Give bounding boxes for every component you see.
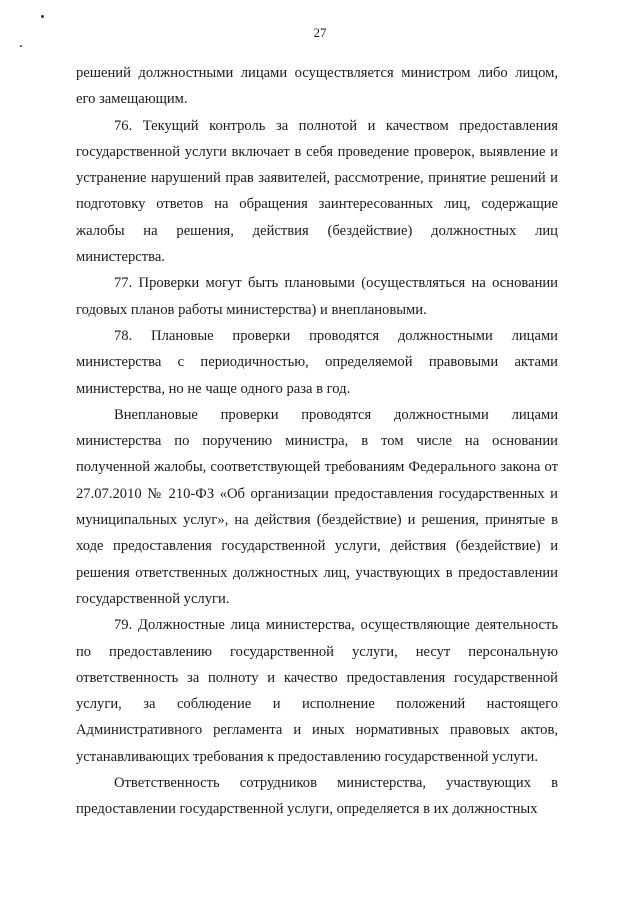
paragraph-79: 79. Должностные лица министерства, осуществляющие деятельность по предоставлению государственной услуги, несут персональную ответственность за полноту и качество предоставления государственной услуги, за соблюдение и исполнение положений настоящего Административного регламента и иных нормативных правовых актов, устанавливающих требования к предоставлению государственной услуги. bbox=[76, 617, 558, 765]
paragraph-continuation: решений должностными лицами осуществляется министром либо лицом, его замещающим. bbox=[76, 65, 558, 108]
paragraph-responsibility: Ответственность сотрудников министерства, участвующих в предоставлении государственной услуги, определяется в их должностных bbox=[76, 775, 558, 818]
paragraph-76: 76. Текущий контроль за полнотой и качеством предоставления государственной услуги включает в себя проведение проверок, выявление и устранение нарушений прав заявителей, рассмотрение, принятие решений и подготовку ответов на обращения заинтересованных лиц, содержащие жалобы на решения, действия (бездействие) должностных лиц министерства. bbox=[76, 117, 558, 266]
paragraph-78: 78. Плановые проверки проводятся должностными лицами министерства с периодичностью, определяемой правовыми актами министерства, но не чаще одного раза в год. bbox=[76, 327, 558, 397]
document-body bbox=[76, 60, 558, 823]
page-number: 27 bbox=[313, 25, 327, 40]
paragraph-77: 77. Проверки могут быть плановыми (осуществляться на основании годовых планов работы министерства) и внеплановыми. bbox=[76, 275, 558, 318]
paragraph-unscheduled-checks: Внеплановые проверки проводятся должностными лицами министерства по поручению министра, в том числе на основании полученной жалобы, соответствующей требованиям Федерального закона от 27.07.2010 № 210-ФЗ «Об организации предоставления государственных и муниципальных услуг», на действия (бездействие) и решения, принятые в ходе предоставления государственной услуги, действия (бездействие) и решения ответственных должностных лиц, участвующих в предоставлении государственной услуги. bbox=[76, 406, 558, 607]
scan-speck-1 bbox=[41, 15, 44, 18]
scan-speck-2 bbox=[20, 45, 22, 47]
